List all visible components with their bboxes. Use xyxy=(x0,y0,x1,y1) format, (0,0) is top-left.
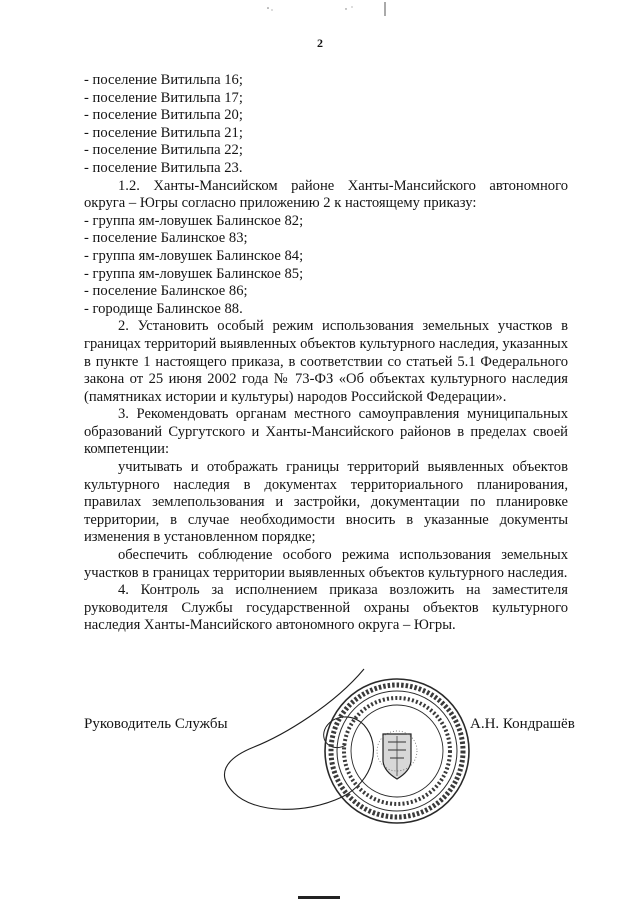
list-item: - поселение Балинское 86; xyxy=(84,283,248,300)
list-item: - поселение Витильпа 22; xyxy=(84,142,243,159)
list-item: - группа ям-ловушек Балинское 85; xyxy=(84,265,304,282)
list-item: - группа ям-ловушек Балинское 84; xyxy=(84,247,304,264)
list-item: - поселение Витильпа 16; xyxy=(84,72,243,88)
official-seal-stamp xyxy=(322,676,472,826)
list-item: - поселение Балинское 83; xyxy=(84,230,248,247)
signatory-name: А.Н. Кондрашёв xyxy=(470,716,575,732)
page-number: 2 xyxy=(317,36,323,50)
list-item: - поселение Витильпа 20; xyxy=(84,107,243,124)
clause-1-2: 1.2. Ханты-Мансийском районе Ханты-Мансийского автономного округа – Югры согласно приложению 2 к настоящему приказу: xyxy=(84,177,568,212)
list-item: - группа ям-ловушек Балинское 82; xyxy=(84,212,304,229)
list-item: - поселение Витильпа 17; xyxy=(84,89,243,106)
scan-edge-mark xyxy=(298,896,340,899)
signatory-position: Руководитель Службы xyxy=(84,716,228,732)
list-item: - поселение Витильпа 21; xyxy=(84,124,243,141)
clause-3-item-a: учитывать и отображать границы территорий выявленных объектов культурного наследия в документах территориального планирования, правилах землепользования и застройки, документации по планировке территории, в случае необходимости вносить в указанные документы изменения в установленном порядке; xyxy=(84,459,568,546)
clause-3-item-b: обеспечить соблюдение особого режима использования земельных участков в границах территории выявленных объектов культурного наследия. xyxy=(84,547,568,581)
document-body xyxy=(84,72,568,635)
settlement-list-vitilpa xyxy=(84,72,568,178)
clause-3: 3. Рекомендовать органам местного самоуправления муниципальных образований Сургутского и Ханты-Мансийского районов в пределах своей компетенции: xyxy=(84,406,568,458)
list-item: - городище Балинское 88. xyxy=(84,300,243,317)
settlement-list-balinskoe xyxy=(84,213,568,319)
list-item: - поселение Витильпа 23. xyxy=(84,159,243,176)
clause-4: 4. Контроль за исполнением приказа возложить на заместителя руководителя Службы государственной охраны объектов культурного наследия Ханты-Мансийского автономного округа – Югры. xyxy=(84,582,568,634)
clause-2: 2. Установить особый режим использования земельных участков в границах территорий выявленных объектов культурного наследия, указанных в пункте 1 настоящего приказа, в соответствии со статьей 5.1 Федерального закона от 25 июня 2002 года № 73-ФЗ «Об объектах культурного наследия (памятниках истории и культуры) народов Российской Федерации». xyxy=(84,318,569,405)
scan-specks xyxy=(0,0,640,40)
